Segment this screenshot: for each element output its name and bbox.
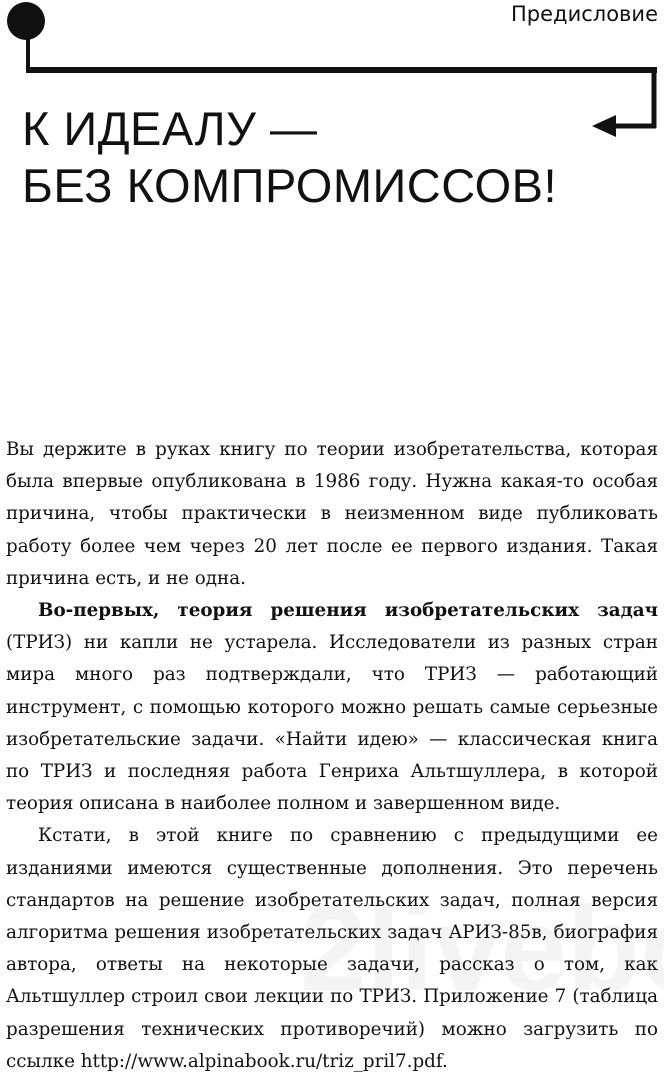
paragraph-2	[6, 595, 658, 820]
paragraph-1: Вы держите в руках книгу по теории изобретательства, которая была впервые опубликована в 1986 году. Нужна какая-то особая причина, чтобы практически в неизменном виде публиковать работу более чем через 20 лет после ее первого издания. Такая причина есть, и не одна.	[6, 439, 658, 589]
chapter-title-line-1: К ИДЕАЛУ —	[22, 102, 318, 155]
paragraph-2-lead: Во-первых, теория решения изобретательских задач	[38, 600, 658, 622]
chapter-title	[22, 100, 557, 214]
arrow-head-icon	[592, 115, 616, 137]
section-label: Предисловие	[511, 2, 658, 26]
body-text	[6, 434, 658, 1078]
paragraph-2-rest: (ТРИЗ) ни капли не устарела. Исследователи из разных стран мира много раз подтверждали, что ТРИЗ — работающий инструмент, с помощью которого можно решать самые серьезные изобретательские задачи. «Найти идею» — классическая книга по ТРИЗ и последняя работа Генриха Альтшуллера, в которой теория описана в наиболее полном и завершенном виде.	[6, 632, 658, 815]
paragraph-3: Кстати, в этой книге по сравнению с предыдущими ее изданиями имеются существенные дополнения. Это перечень стандартов на решение изобретательских задач, полная версия алгоритма решения изобретательских задач АРИЗ-85в, биография автора, ответы на некоторые задачи, рассказ о том, как Альтшуллер строил свои лекции по ТРИЗ. Приложение 7 (таблица разрешения технических противоречий) можно загрузить по ссылке http://www.alpinabook.ru/triz_pril7.pdf.	[6, 825, 658, 1072]
chapter-title-line-2: БЕЗ КОМПРОМИССОВ!	[22, 159, 558, 212]
